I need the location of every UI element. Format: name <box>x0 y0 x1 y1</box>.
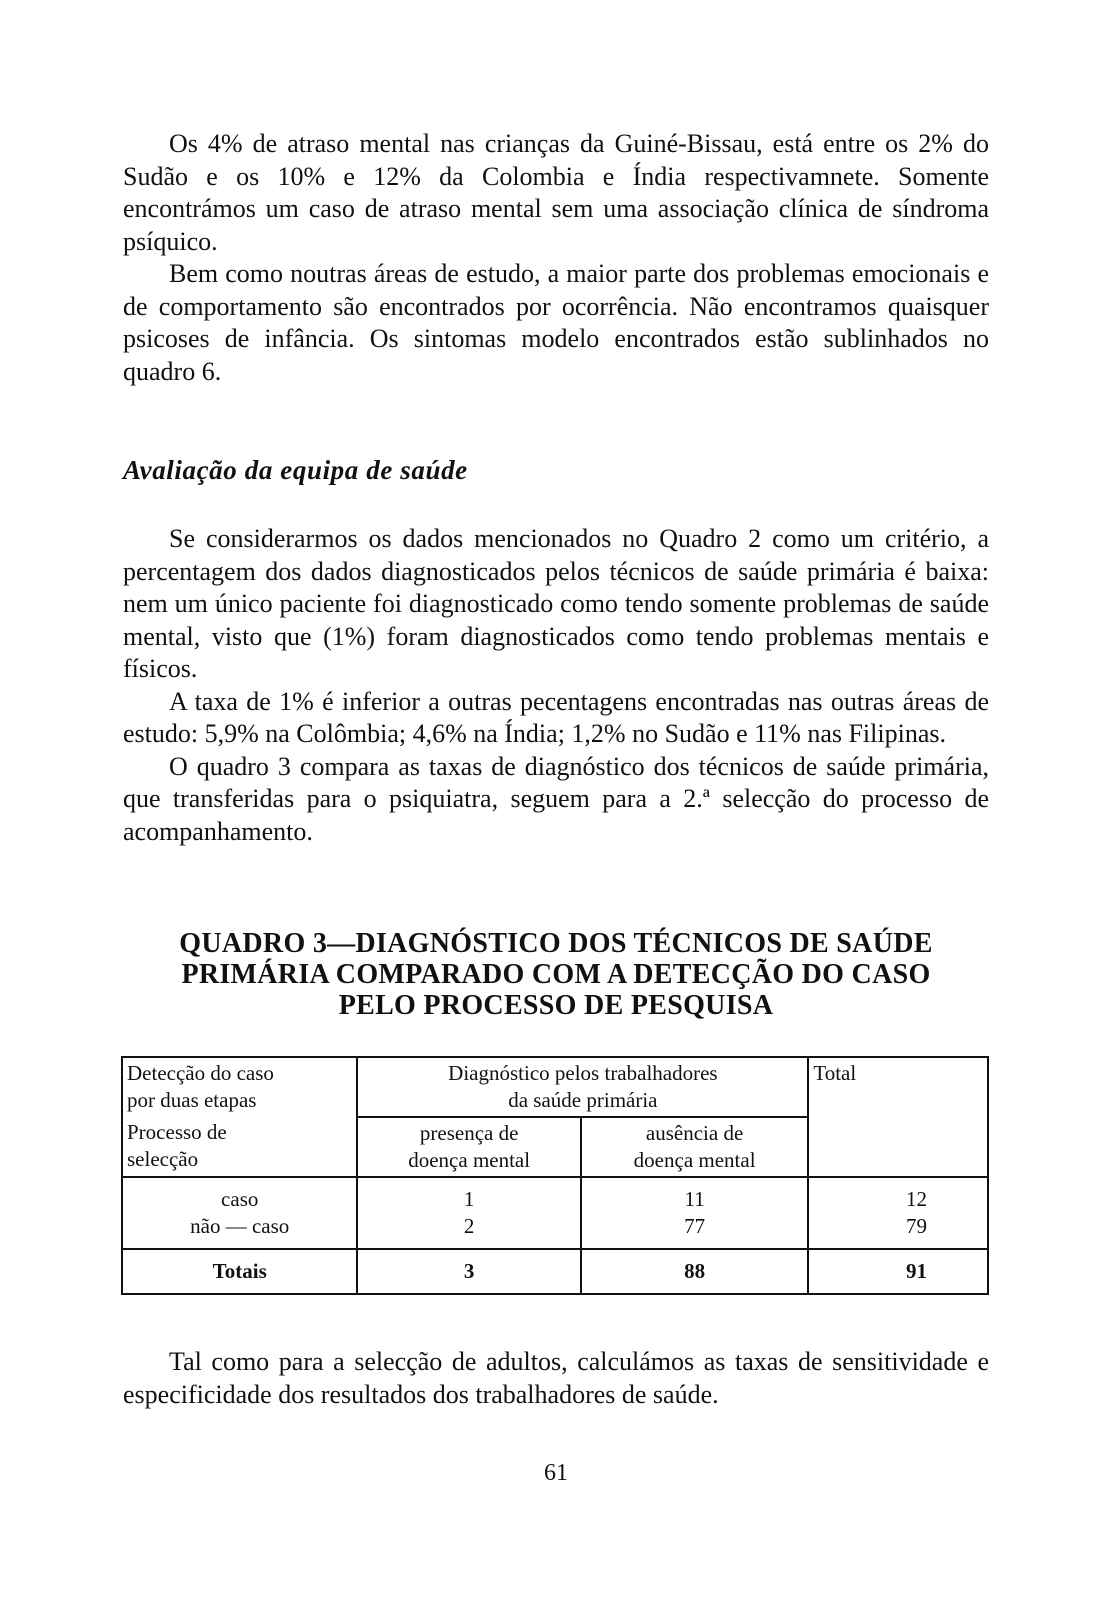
row-header-label-4: selecção <box>127 1147 199 1171</box>
group-header-cell <box>357 1057 808 1117</box>
absence-values-cell <box>581 1177 808 1249</box>
cell-caso-total: 12 <box>906 1187 927 1211</box>
row-header-cell-bottom <box>122 1117 357 1177</box>
absence-header-line-2: doença mental <box>633 1148 756 1172</box>
intro-paragraph-2: Bem como noutras áreas de estudo, a maior parte dos problemas emocionais e de comportamento são encontrados por ocorrência. Não encontramos quaisquer psicoses de infância. Os sintomas modelo encontrados estão sublinhados no quadro 6. <box>123 259 989 386</box>
table-totals-row <box>122 1249 988 1294</box>
table-title-line-1: QUADRO 3—DIAGNÓSTICO DOS TÉCNICOS DE SAÚDE <box>179 928 933 959</box>
table-title <box>123 928 989 1021</box>
cell-caso-absence: 11 <box>684 1187 705 1211</box>
row-header-cell-top <box>122 1057 357 1117</box>
totals-presence-cell: 3 <box>357 1249 580 1294</box>
section-paragraph-3: O quadro 3 compara as taxas de diagnóstico dos técnicos de saúde primária, que transferidas para o psiquiatra, seguem para a 2.ª selecção do processo de acompanhamento. <box>123 751 989 846</box>
totals-total-cell: 91 <box>808 1249 988 1294</box>
table-title-line-3: PELO PROCESSO DE PESQUISA <box>338 990 774 1021</box>
table-body-row <box>122 1177 988 1249</box>
intro-block <box>123 128 989 388</box>
intro-paragraph-1: Os 4% de atraso mental nas crianças da Guiné-Bissau, está entre os 2% do Sudão e os 10% e 12% da Colombia e Índia respectivamnete. Somente encontrámos um caso de atraso mental sem uma associação clínica de síndroma psíquico. <box>123 129 989 256</box>
presence-values-cell <box>357 1177 580 1249</box>
totals-label-cell: Totais <box>122 1249 357 1294</box>
table-title-line-2: PRIMÁRIA COMPARADO COM A DETECÇÃO DO CASO <box>181 959 931 990</box>
totals-absence-cell: 88 <box>581 1249 808 1294</box>
table-header-row <box>122 1057 988 1117</box>
section-body <box>123 523 989 848</box>
section-title: Avaliação da equipa de saúde <box>123 455 468 485</box>
document-page <box>123 128 989 1486</box>
data-table <box>121 1056 989 1295</box>
presence-header-cell <box>357 1117 580 1177</box>
group-header-line-1: Diagnóstico pelos trabalhadores <box>448 1061 718 1085</box>
section-paragraph-1: Se considerarmos os dados mencionados no Quadro 2 como um critério, a percentagem dos dados diagnosticados pelos técnicos de saúde primária é baixa: nem um único paciente foi diagnosticado como tendo somente problemas de saúde mental, visto que (1%) foram diagnosticados como tendo problemas mentais e físicos. <box>123 524 989 683</box>
row-header-label-1: Detecção do caso <box>127 1061 274 1085</box>
total-header-cell <box>808 1057 988 1177</box>
row-label-nao-caso: não — caso <box>190 1214 290 1238</box>
cell-nao-caso-absence: 77 <box>684 1214 706 1238</box>
absence-header-cell <box>581 1117 808 1177</box>
cell-nao-caso-presence: 2 <box>463 1214 475 1238</box>
group-header-line-2: da saúde primária <box>508 1088 658 1112</box>
cell-caso-presence: 1 <box>463 1187 475 1211</box>
closing-block <box>123 1346 989 1411</box>
presence-header-line-1: presença de <box>419 1121 519 1145</box>
row-header-label-2: por duas etapas <box>127 1088 257 1112</box>
cell-nao-caso-total: 79 <box>906 1214 927 1238</box>
section-paragraph-2: A taxa de 1% é inferior a outras pecentagens encontradas nas outras áreas de estudo: 5,9% na Colômbia; 4,6% na Índia; 1,2% no Sudão e 11% nas Filipinas. <box>123 686 989 748</box>
total-header-label: Total <box>813 1061 857 1085</box>
total-values-cell <box>808 1177 988 1249</box>
row-label-caso: caso <box>221 1187 259 1211</box>
data-table-wrapper <box>121 1056 989 1295</box>
closing-paragraph: Tal como para a selecção de adultos, calculámos as taxas de sensitividade e especificidade dos resultados dos trabalhadores de saúde. <box>123 1347 989 1409</box>
absence-header-line-1: ausência de <box>645 1121 744 1145</box>
row-labels-cell <box>122 1177 357 1249</box>
page-number: 61 <box>544 1460 568 1486</box>
row-header-label-3: Processo de <box>127 1120 227 1144</box>
presence-header-line-2: doença mental <box>408 1148 531 1172</box>
